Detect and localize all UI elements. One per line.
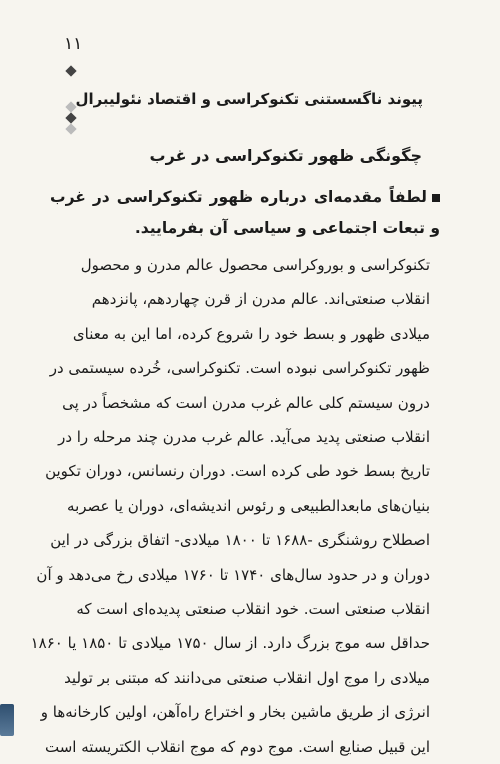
body-line: تکنوکراسی و بوروکراسی محصول عالم مدرن و محصول xyxy=(80,256,430,274)
body-line: دوران و در حدود سال‌های ۱۷۴۰ تا ۱۷۶۰ میلادی رخ می‌دهد و آن xyxy=(36,565,430,584)
interview-question xyxy=(50,182,440,244)
body-line: اصطلاح روشنگری -۱۶۸۸ تا ۱۸۰۰ میلادی- اتفاق بزرگی در این xyxy=(50,531,430,550)
diamond-ornament-icon xyxy=(65,112,76,123)
body-paragraph xyxy=(30,248,430,764)
section-title: چگونگی ظهور تکنوکراسی در غرب xyxy=(149,146,422,165)
body-line: این قبیل صنایع است. موج دوم که موج انقلاب الکتریسته است xyxy=(45,737,430,756)
body-line: حداقل سه موج بزرگ دارد. از سال ۱۷۵۰ میلادی تا ۱۸۵۰ یا ۱۸۶۰ xyxy=(30,634,430,653)
question-text: لطفاً مقدمه‌ای درباره ظهور تکنوکراسی در غرب و تبعات اجتماعی و سیاسی آن بفرمایید. xyxy=(50,188,440,237)
body-line: انقلاب صنعتی است. خود انقلاب صنعتی پدیده‌ای است که xyxy=(76,600,430,619)
body-line: انقلاب صنعتی پدید می‌آید. عالم غرب مدرن چند مرحله را در xyxy=(58,428,430,447)
bullet-square-icon xyxy=(432,194,440,202)
body-line: میلادی را موج اول انقلاب صنعتی می‌دانند که مبتنی بر تولید xyxy=(64,668,430,687)
publisher-logo-icon xyxy=(0,704,14,736)
body-line: درون سیستم کلی عالم غرب مدرن است که مشخصاً در پی xyxy=(62,393,430,412)
body-line: بنیان‌های مابعدالطبیعی و رئوس اندیشه‌ای، دوران یا عصربه xyxy=(67,496,430,515)
diamond-ornament-icon xyxy=(65,65,76,76)
diamond-ornament-icon xyxy=(65,123,76,134)
page-number: ۱۱ xyxy=(64,34,83,54)
body-line: میلادی ظهور و بسط خود را شروع کرده، اما این به معنای xyxy=(72,324,430,343)
body-line: انرژی از طریق ماشین بخار و اختراع راه‌آهن، اولین کارخانه‌ها و xyxy=(40,703,430,722)
body-line: انقلاب صنعتی‌اند. عالم مدرن از قرن چهاردهم، پانزدهم xyxy=(91,290,430,309)
running-header: پیوند ناگسستنی تکنوکراسی و اقتصاد نئولیبرال xyxy=(75,90,423,108)
body-line: تاریخ بسط خود طی کرده است. دوران رنسانس، دوران تکوین xyxy=(45,462,430,481)
body-line: ظهور تکنوکراسی نبوده است. تکنوکراسی، خُرده سیستمی در xyxy=(49,359,430,378)
